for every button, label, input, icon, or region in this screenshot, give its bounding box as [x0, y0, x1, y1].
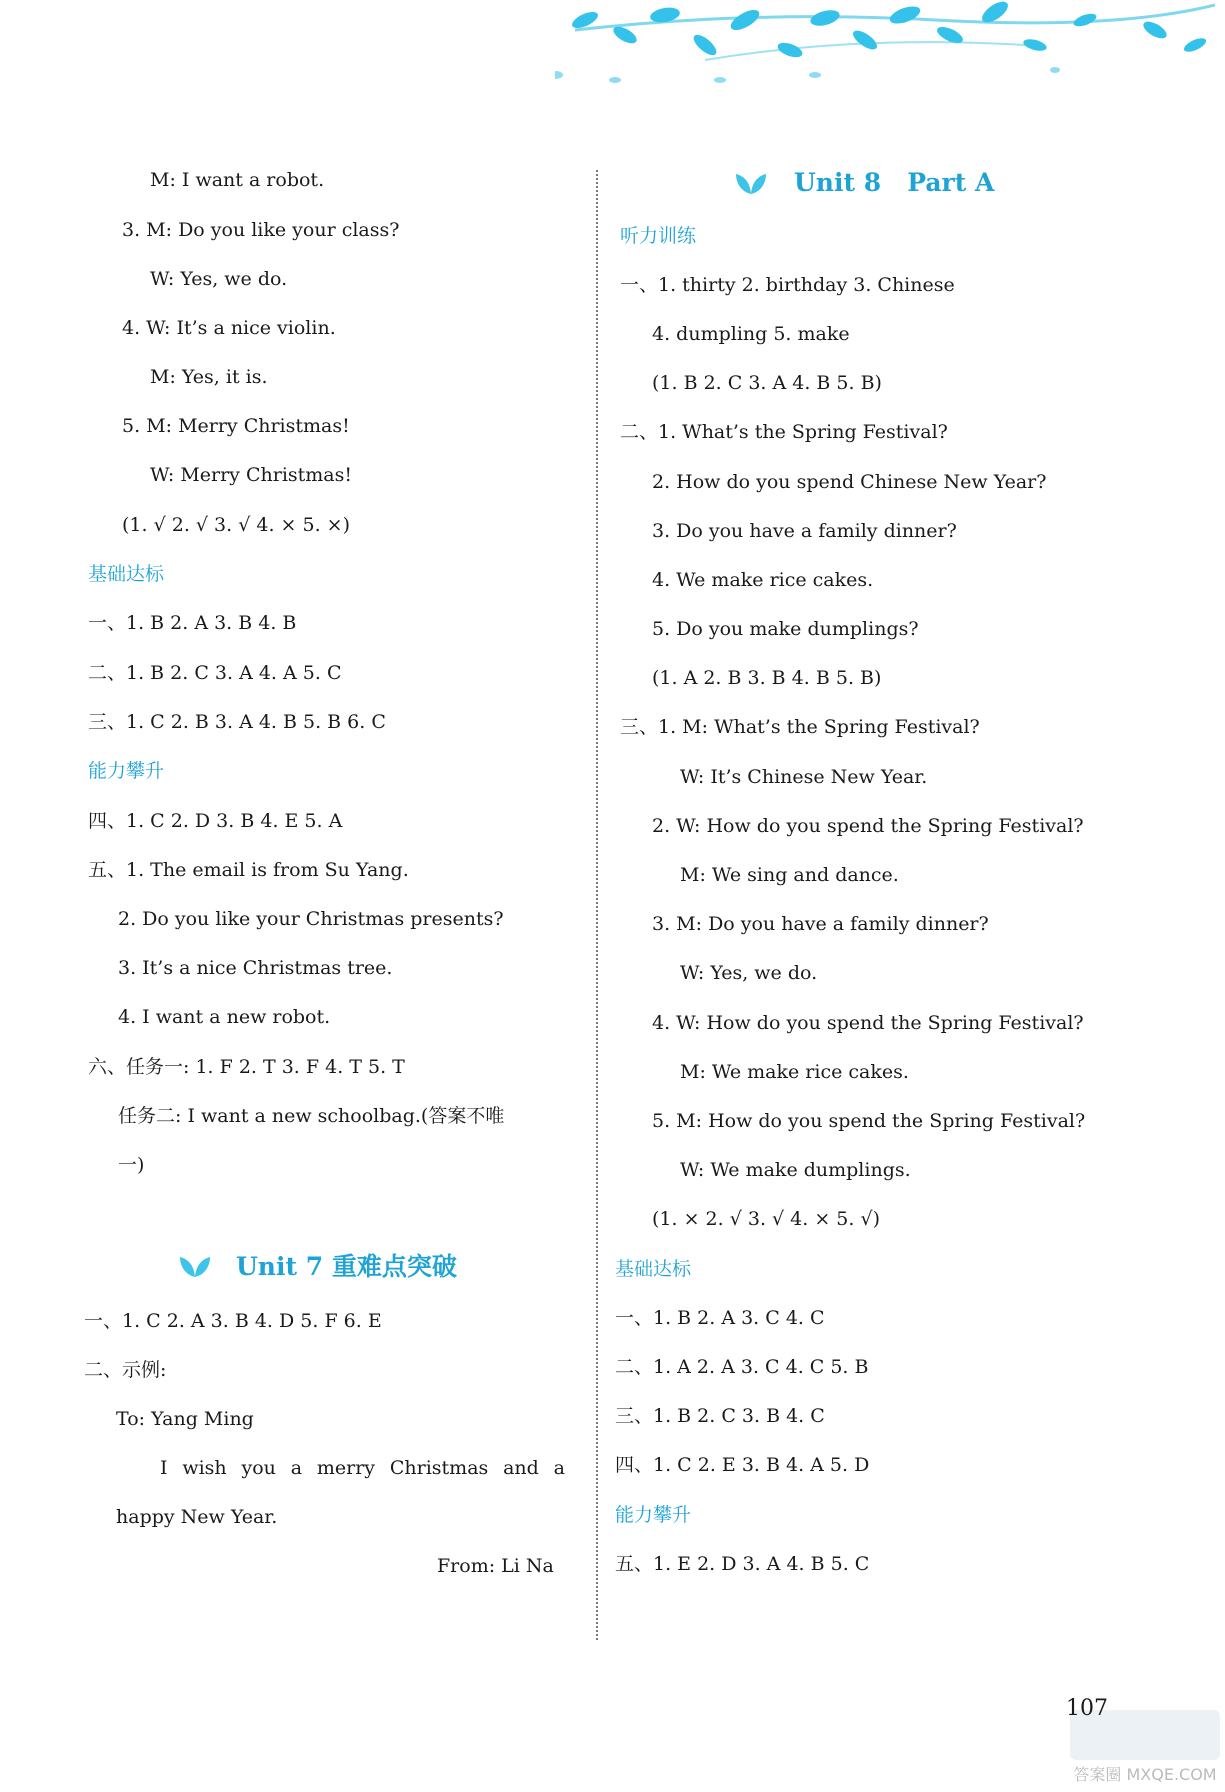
answer-line: 五、1. E 2. D 3. A 4. B 5. C: [615, 1553, 870, 1575]
text-line: 4. dumpling 5. make: [652, 323, 850, 345]
text-line: 2. How do you spend Chinese New Year?: [652, 471, 1047, 493]
text-line: 五、1. The email is from Su Yang.: [88, 859, 409, 881]
text-line: 任务二: I want a new schoolbag.(答案不唯: [118, 1105, 505, 1127]
svg-text:答案圈 MXQE.COM: 答案圈 MXQE.COM: [1073, 1765, 1217, 1784]
text-line: happy New Year.: [116, 1506, 278, 1528]
section-heading: 基础达标: [88, 563, 165, 585]
text-line: 一): [118, 1154, 145, 1176]
answer-line: (1. A 2. B 3. B 4. B 5. B): [652, 667, 882, 689]
text-line: M: I want a robot.: [150, 169, 325, 191]
text-line: 二、示例:: [84, 1359, 167, 1381]
section-heading: 能力攀升: [88, 760, 165, 782]
section-heading: 听力训练: [620, 225, 697, 247]
text-line: 二、1. What’s the Spring Festival?: [620, 421, 948, 443]
text-line: 4. I want a new robot.: [118, 1006, 331, 1028]
text-line: W: We make dumplings.: [680, 1159, 911, 1181]
text-line: W: Merry Christmas!: [150, 464, 353, 486]
text-line: To: Yang Ming: [116, 1408, 254, 1430]
answer-line: 四、1. C 2. E 3. B 4. A 5. D: [615, 1454, 870, 1476]
answer-line: (1. B 2. C 3. A 4. B 5. B): [652, 372, 882, 394]
text-line: 5. M: Merry Christmas!: [122, 415, 350, 437]
text-line: 3. M: Do you like your class?: [122, 219, 400, 241]
text-line: 5. Do you make dumplings?: [652, 618, 919, 640]
text-line: W: Yes, we do.: [680, 962, 818, 984]
text-line: 4. W: How do you spend the Spring Festival?: [652, 1012, 1084, 1034]
text-line: M: Yes, it is.: [150, 366, 268, 388]
text-line: 三、1. M: What’s the Spring Festival?: [620, 716, 980, 738]
answer-line: 六、任务一: 1. F 2. T 3. F 4. T 5. T: [88, 1056, 405, 1078]
text-line: 3. Do you have a family dinner?: [652, 520, 957, 542]
text-line: M: We make rice cakes.: [680, 1061, 909, 1083]
answer-line: 一、1. thirty 2. birthday 3. Chinese: [620, 274, 955, 296]
text-line: 2. W: How do you spend the Spring Festival?: [652, 815, 1084, 837]
answer-line: 三、1. B 2. C 3. B 4. C: [615, 1405, 825, 1427]
unit7-title: Unit 7 重难点突破: [236, 1252, 457, 1281]
section-heading: 基础达标: [615, 1258, 692, 1280]
answer-line: 二、1. B 2. C 3. A 4. A 5. C: [88, 662, 342, 684]
column-divider: [596, 170, 598, 1640]
text-line: From: Li Na: [437, 1555, 554, 1577]
answer-line: 二、1. A 2. A 3. C 4. C 5. B: [615, 1356, 869, 1378]
text-line: 2. Do you like your Christmas presents?: [118, 908, 504, 930]
leaf-icon: [734, 170, 768, 198]
text-line: W: It’s Chinese New Year.: [680, 766, 928, 788]
answer-line: 一、1. B 2. A 3. B 4. B: [88, 612, 297, 634]
answer-line: (1. √ 2. √ 3. √ 4. × 5. ×): [122, 514, 350, 536]
text-line: 3. It’s a nice Christmas tree.: [118, 957, 393, 979]
unit8-title: Unit 8 Part A: [794, 168, 995, 197]
answer-line: 一、1. C 2. A 3. B 4. D 5. F 6. E: [84, 1310, 382, 1332]
leaf-banner-decoration: [555, 0, 1215, 115]
text-line: 4. We make rice cakes.: [652, 569, 874, 591]
text-line: 5. M: How do you spend the Spring Festival?: [652, 1110, 1086, 1132]
answer-line: 三、1. C 2. B 3. A 4. B 5. B 6. C: [88, 711, 386, 733]
leaf-icon: [178, 1253, 212, 1281]
text-line: W: Yes, we do.: [150, 268, 288, 290]
text-line: 4. W: It’s a nice violin.: [122, 317, 336, 339]
text-line: M: We sing and dance.: [680, 864, 899, 886]
text-line: I wish you a merry Christmas and a: [160, 1457, 565, 1479]
text-line: 3. M: Do you have a family dinner?: [652, 913, 989, 935]
answer-line: (1. × 2. √ 3. √ 4. × 5. √): [652, 1208, 880, 1230]
answer-line: 一、1. B 2. A 3. C 4. C: [615, 1307, 825, 1329]
section-heading: 能力攀升: [615, 1504, 692, 1526]
page-number: 107: [1066, 1696, 1108, 1721]
answer-line: 四、1. C 2. D 3. B 4. E 5. A: [88, 810, 343, 832]
